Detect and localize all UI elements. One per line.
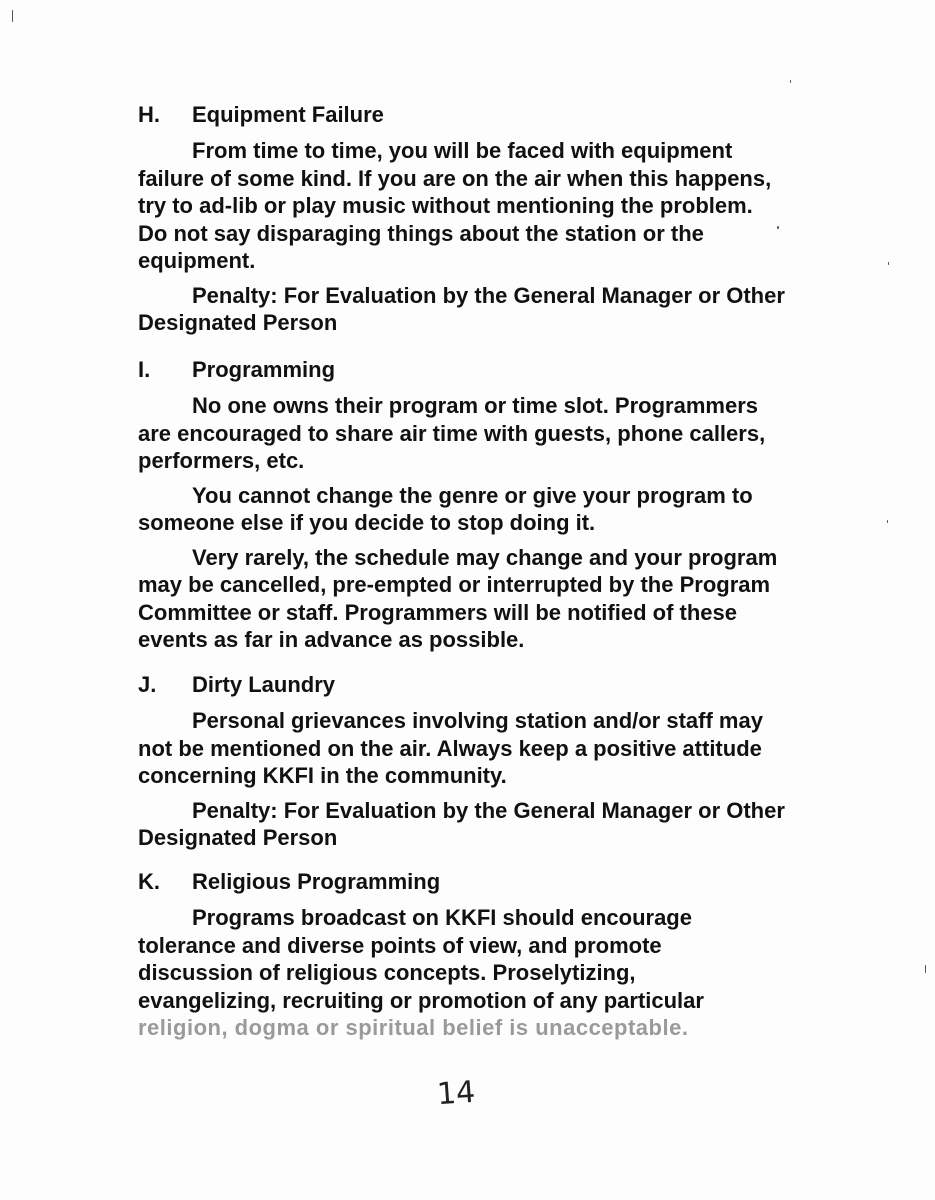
scan-speck [790, 80, 791, 83]
text-line: equipment. [138, 248, 256, 273]
text-line: From time to time, you will be faced with equipment [192, 138, 733, 163]
text-line: You cannot change the genre or give your program to [192, 482, 753, 508]
section-heading [138, 101, 838, 129]
section-heading [138, 868, 838, 896]
section-title: Dirty Laundry [192, 672, 336, 697]
section-heading [138, 671, 838, 699]
text-line: Personal grievances involving station and/or staff may [192, 708, 763, 733]
scan-speck [777, 226, 779, 229]
faded-text-line: religion, dogma or spiritual belief is unacceptable. [138, 1015, 689, 1040]
text-line: performers, etc. [138, 448, 305, 473]
section-j [138, 671, 838, 852]
text-line: discussion of religious concepts. Proselytizing, [138, 960, 636, 985]
paragraph [138, 904, 838, 1042]
text-line: Designated Person [138, 825, 338, 850]
section-i [138, 356, 838, 654]
text-line: Designated Person [138, 310, 338, 335]
text-line: Penalty: For Evaluation by the General Manager or Other [192, 282, 785, 308]
section-heading [138, 356, 838, 384]
paragraph [138, 707, 838, 790]
section-k [138, 868, 838, 1042]
paragraph [138, 137, 838, 275]
page-number: 14 [435, 1074, 477, 1113]
text-line: Penalty: For Evaluation by the General Manager or Other [192, 797, 785, 823]
section-title: Programming [192, 357, 336, 382]
paragraph [138, 797, 838, 852]
section-h [138, 101, 838, 337]
scan-speck [12, 10, 13, 22]
section-title: Religious Programming [192, 869, 441, 894]
section-title: Equipment Failure [192, 102, 384, 127]
text-line: evangelizing, recruiting or promotion of any particular [138, 987, 704, 1013]
scan-speck [888, 262, 889, 265]
text-line: are encouraged to share air time with guests, phone callers, [138, 420, 766, 446]
paragraph [138, 282, 838, 337]
paragraph [138, 482, 838, 537]
text-line: events as far in advance as possible. [138, 627, 525, 652]
paragraph [138, 392, 838, 475]
text-line: tolerance and diverse points of view, and promote [138, 932, 662, 958]
text-line: No one owns their program or time slot. Programmers [192, 393, 758, 418]
scan-speck [887, 520, 888, 523]
scan-speck [925, 965, 926, 973]
section-letter: K. [138, 869, 160, 894]
text-line: may be cancelled, pre-empted or interrupted by the Program [138, 572, 771, 597]
paragraph [138, 544, 838, 654]
section-letter: H. [138, 102, 160, 127]
text-line: Very rarely, the schedule may change and your program [192, 544, 778, 570]
text-line: Committee or staff. Programmers will be notified of these [138, 599, 737, 625]
text-line: try to ad-lib or play music without mentioning the problem. [138, 193, 753, 218]
text-line: failure of some kind. If you are on the air when this happens, [138, 165, 772, 191]
section-letter: I. [138, 357, 151, 382]
text-line: Do not say disparaging things about the station or the [138, 220, 704, 246]
text-line: concerning KKFI in the community. [138, 763, 507, 788]
text-line: someone else if you decide to stop doing it. [138, 510, 596, 535]
text-line: not be mentioned on the air. Always keep a positive attitude [138, 735, 762, 761]
section-letter: J. [138, 672, 157, 697]
text-line: Programs broadcast on KKFI should encourage [192, 905, 692, 930]
